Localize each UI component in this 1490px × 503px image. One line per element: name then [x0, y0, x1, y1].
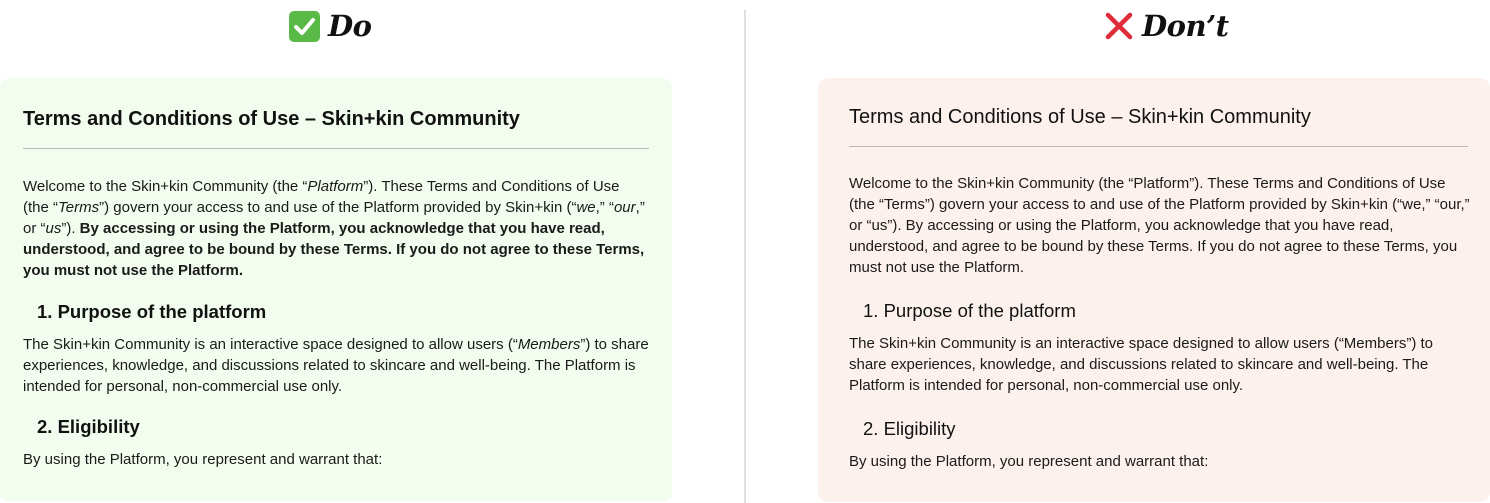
cross-mark-icon	[1104, 11, 1134, 41]
document-title: Terms and Conditions of Use – Skin+kin Community	[849, 106, 1311, 128]
section-heading-purpose: 1. Purpose of the platform	[863, 300, 1076, 321]
purpose-paragraph: The Skin+kin Community is an interactive space designed to allow users (“Members”) to share experiences, knowledge, and discussions related to skincare and well-being. The Platform is intended for personal, non-commercial use only.	[23, 336, 649, 395]
do-example-card	[0, 78, 672, 502]
term-members: Members	[517, 336, 581, 353]
section-heading-eligibility: 2. Eligibility	[37, 416, 140, 437]
term-we: we	[576, 199, 596, 216]
intro-paragraph: Welcome to the Skin+kin Community (the “Platform”). These Terms and Conditions of Use (the “Terms”) govern your access to and use of the Platform provided by Skin+kin (“we,” “our,” or “us”). By accessing or using the Platform, you acknowledge that you have read, understood, and agree to be bound by these Terms. If you do not agree to these Terms, you must not use the Platform.	[23, 178, 645, 279]
acknowledgement-text: By accessing or using the Platform, you acknowledge that you have read, understood, and agree to be bound by these Terms. If you do not agree to these Terms, you must not use the Platform.	[23, 220, 645, 279]
term-us: us	[45, 220, 62, 237]
term-terms: Terms	[58, 199, 100, 216]
intro-paragraph: Welcome to the Skin+kin Community (the “Platform”). These Terms and Conditions of Use (the “Terms”) govern your access to and use of the Platform provided by Skin+kin (“we,” “our,” or “us”). By accessing or using the Platform, you acknowledge that you have read, understood, and agree to be bound by these Terms. If you do not agree to these Terms, you must not use the Platform.	[849, 175, 1470, 276]
purpose-paragraph: The Skin+kin Community is an interactive space designed to allow users (“Members”) to share experiences, knowledge, and discussions related to skincare and well-being. The Platform is intended for personal, non-commercial use only.	[849, 335, 1433, 394]
check-mark-icon	[289, 11, 320, 42]
do-header-label: Do	[328, 9, 372, 43]
term-our: our	[613, 199, 636, 216]
column-divider	[744, 10, 746, 503]
document-title: Terms and Conditions of Use – Skin+kin Community	[23, 108, 520, 130]
term-platform: Platform	[307, 178, 364, 195]
title-divider	[23, 148, 649, 149]
do-header	[289, 6, 372, 46]
dont-header-label: Don’t	[1142, 9, 1229, 43]
section-heading-eligibility: 2. Eligibility	[863, 418, 956, 439]
eligibility-paragraph: By using the Platform, you represent and warrant that:	[23, 451, 383, 468]
title-divider	[849, 146, 1468, 147]
section-heading-purpose: 1. Purpose of the platform	[37, 301, 267, 322]
eligibility-paragraph: By using the Platform, you represent and warrant that:	[849, 453, 1209, 470]
dont-example-card	[818, 78, 1490, 502]
dont-header	[1104, 6, 1229, 46]
